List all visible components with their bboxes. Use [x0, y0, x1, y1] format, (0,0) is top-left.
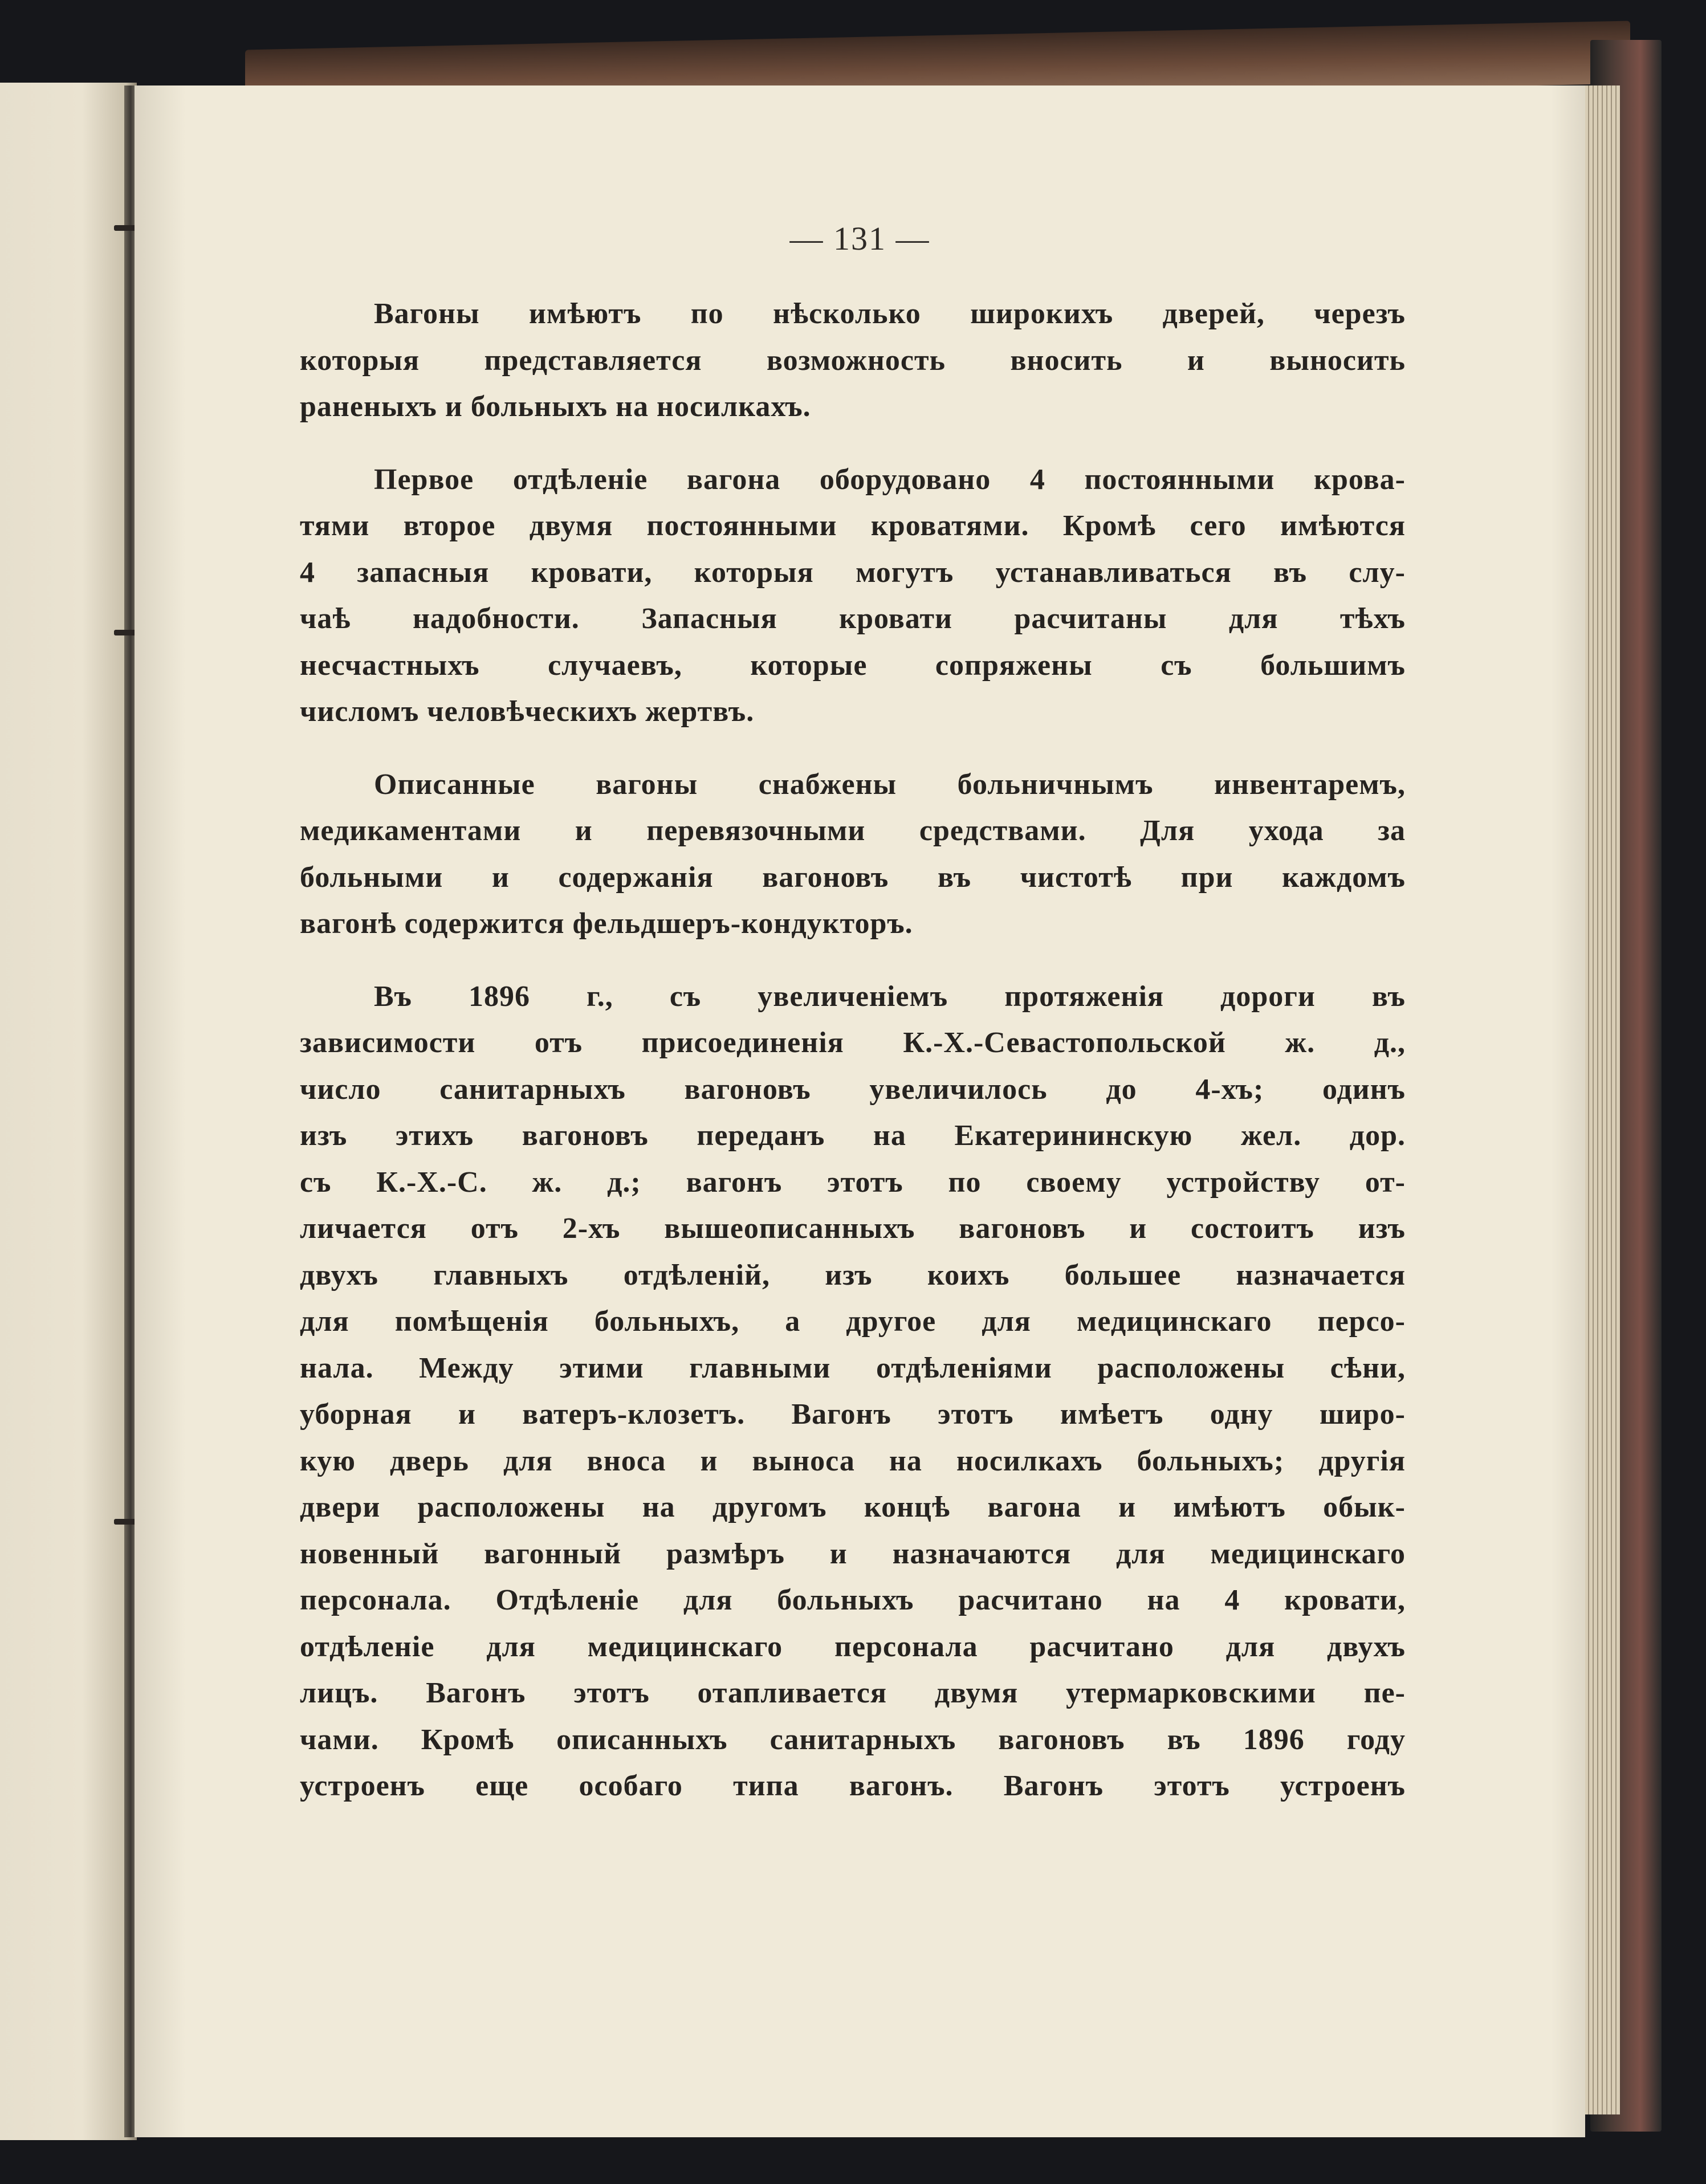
text-line: Въ 1896 г., съ увеличеніемъ протяженія дороги въ — [374, 980, 1406, 1013]
right-page — [135, 85, 1585, 2137]
text-line: личается отъ 2-хъ вышеописанныхъ вагоновъ и состоитъ изъ — [300, 1212, 1406, 1245]
text-line: число санитарныхъ вагоновъ увеличилось до 4-хъ; одинъ — [300, 1073, 1406, 1106]
left-page-edge — [0, 83, 137, 2140]
text-line: для помѣщенія больныхъ, а другое для медицинскаго персо- — [300, 1305, 1406, 1338]
paragraph — [300, 973, 1406, 1810]
text-line: зависимости отъ присоединенія К.-Х.-Севастопольской ж. д., — [300, 1026, 1406, 1059]
text-line: лицъ. Вагонъ этотъ отапливается двумя утермарковскими пе- — [300, 1677, 1406, 1709]
page-edges — [1580, 85, 1620, 2114]
text-line: Первое отдѣленіе вагона оборудовано 4 постоянными крова- — [374, 463, 1406, 496]
text-line: отдѣленіе для медицинскаго персонала расчитано для двухъ — [300, 1630, 1406, 1663]
text-line: тями второе двумя постоянными кроватями. Кромѣ сего имѣются — [300, 510, 1406, 542]
text-line: съ К.-Х.-С. ж. д.; вагонъ этотъ по своему устройству от- — [300, 1166, 1406, 1199]
text-line: которыя представляется возможность вносить и выносить — [300, 344, 1406, 377]
text-line: числомъ человѣческихъ жертвъ. — [300, 695, 755, 728]
text-line: персонала. Отдѣленіе для больныхъ расчитано на 4 кровати, — [300, 1584, 1406, 1616]
text-line: двери расположены на другомъ концѣ вагона и имѣютъ обык- — [300, 1491, 1406, 1523]
paragraph — [300, 457, 1406, 735]
text-line: больными и содержанія вагоновъ въ чистотѣ при каждомъ — [300, 861, 1406, 894]
paragraph — [300, 761, 1406, 947]
text-line: Описанные вагоны снабжены больничнымъ инвентаремъ, — [374, 768, 1406, 801]
text-line: изъ этихъ вагоновъ переданъ на Екатерининскую жел. дор. — [300, 1119, 1406, 1152]
text-line: раненыхъ и больныхъ на носилкахъ. — [300, 390, 811, 423]
text-line: двухъ главныхъ отдѣленій, изъ коихъ большее назначается — [300, 1258, 1406, 1291]
text-line: чаѣ надобности. Запасныя кровати расчитаны для тѣхъ — [300, 602, 1406, 635]
text-line: чами. Кромѣ описанныхъ санитарныхъ вагоновъ въ 1896 году — [300, 1723, 1406, 1756]
text-line: 4 запасныя кровати, которыя могутъ устанавливаться въ слу- — [300, 556, 1406, 589]
text-line: устроенъ еще особаго типа вагонъ. Вагонъ этотъ устроенъ — [300, 1770, 1406, 1802]
text-line: уборная и ватеръ-клозетъ. Вагонъ этотъ имѣетъ одну широ- — [300, 1398, 1406, 1431]
page-text — [300, 291, 1406, 1836]
text-line: медикаментами и перевязочными средствами. Для ухода за — [300, 814, 1406, 847]
text-line: новенный вагонный размѣръ и назначаются для медицинскаго — [300, 1537, 1406, 1570]
page-number: — 131 — — [789, 220, 930, 257]
text-line: вагонѣ содержится фельдшеръ-кондукторъ. — [300, 907, 913, 940]
text-line: Вагоны имѣютъ по нѣсколько широкихъ дверей, черезъ — [374, 298, 1406, 330]
text-line: нала. Между этими главными отдѣленіями расположены сѣни, — [300, 1351, 1406, 1384]
text-line: кую дверь для вноса и выноса на носилкахъ больныхъ; другія — [300, 1444, 1406, 1477]
text-line: несчастныхъ случаевъ, которые сопряжены съ большимъ — [300, 649, 1406, 682]
paragraph — [300, 291, 1406, 430]
